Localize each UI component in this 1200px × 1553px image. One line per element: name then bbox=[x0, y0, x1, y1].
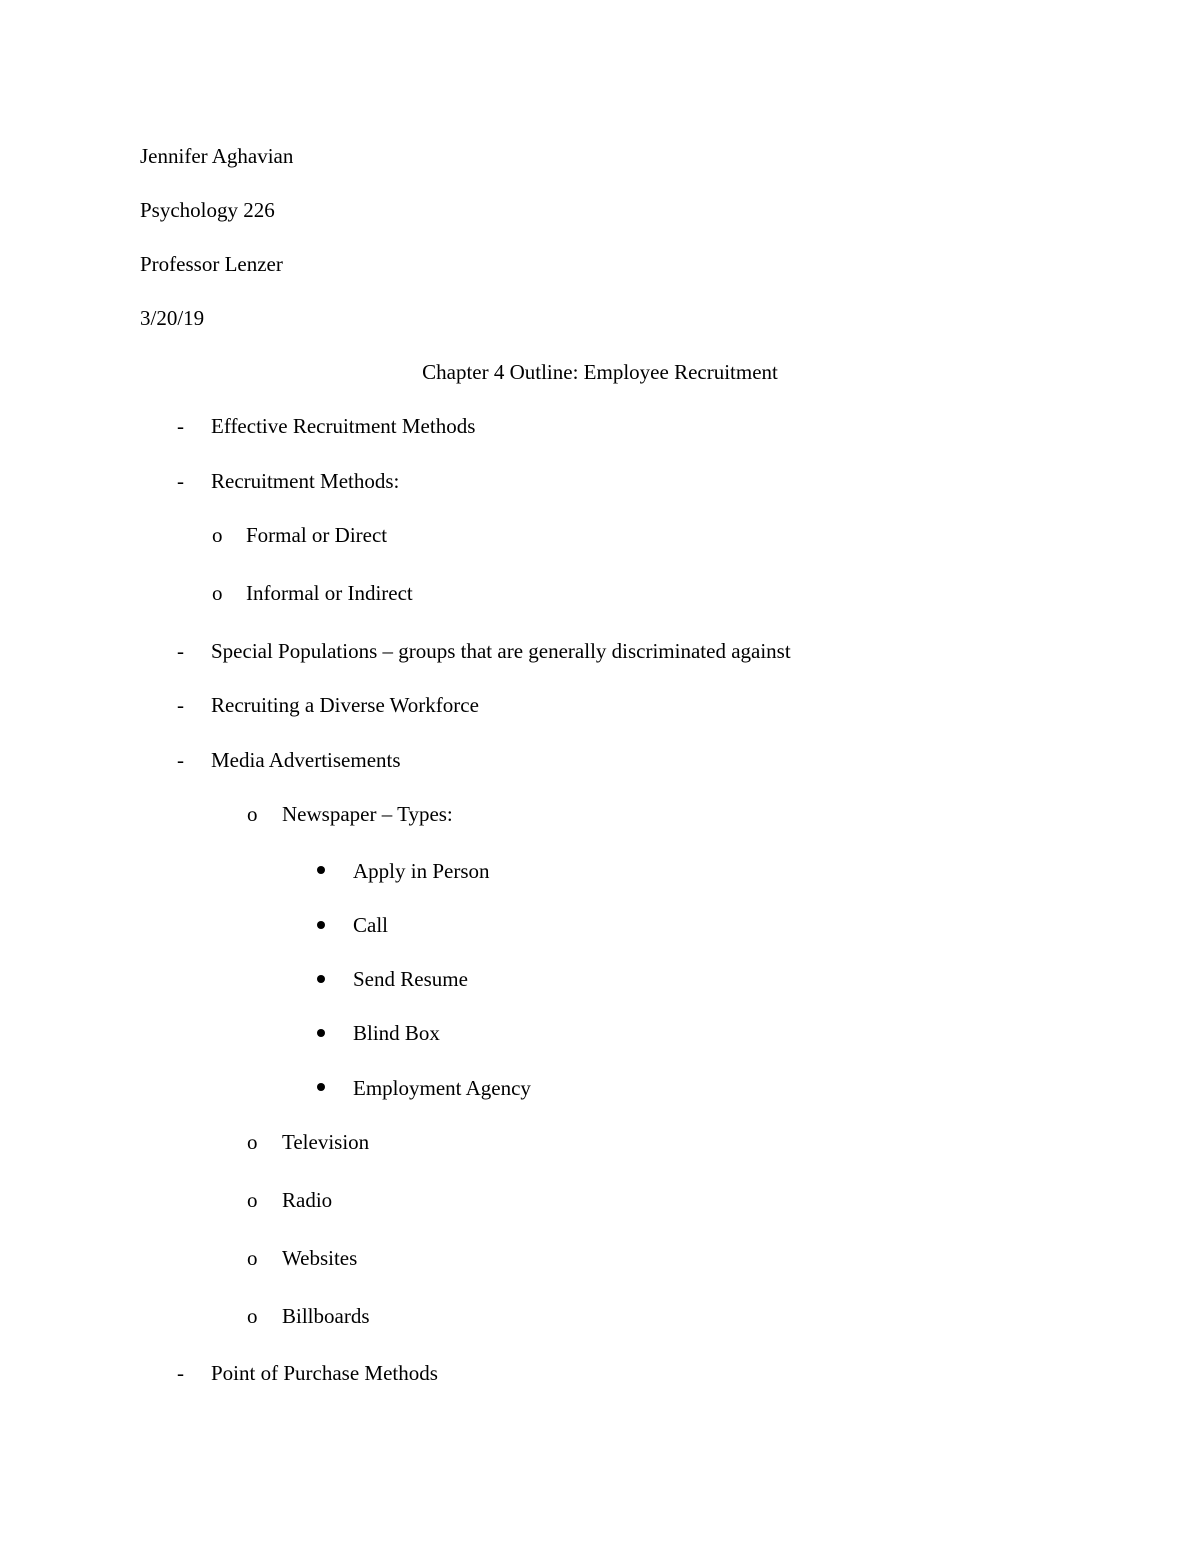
outline-subitem: Television bbox=[282, 1130, 370, 1154]
outline-subsubitem: Employment Agency bbox=[353, 1076, 531, 1100]
outline-subitem: Websites bbox=[282, 1246, 358, 1270]
outline-item: Point of Purchase Methods bbox=[211, 1361, 438, 1385]
circle-bullet: o bbox=[247, 802, 258, 826]
document-date: 3/20/19 bbox=[140, 306, 205, 330]
circle-bullet: o bbox=[247, 1130, 258, 1154]
professor-name: Professor Lenzer bbox=[140, 252, 283, 276]
circle-bullet: o bbox=[247, 1246, 258, 1270]
outline-subitem: Radio bbox=[282, 1188, 333, 1212]
outline-subsubitem: Send Resume bbox=[353, 967, 468, 991]
outline-item: Recruiting a Diverse Workforce bbox=[211, 693, 479, 717]
circle-bullet: o bbox=[247, 1304, 258, 1328]
outline-subitem: Informal or Indirect bbox=[246, 581, 413, 605]
circle-bullet: o bbox=[212, 581, 223, 605]
outline-item: Recruitment Methods: bbox=[211, 469, 400, 493]
bullet-dot-icon bbox=[317, 1083, 325, 1091]
outline-subsubitem: Apply in Person bbox=[353, 859, 490, 883]
bullet-dot-icon bbox=[317, 1029, 325, 1037]
outline-subitem: Newspaper – Types: bbox=[282, 802, 453, 826]
outline-subitem: Formal or Direct bbox=[246, 523, 388, 547]
outline-item: Effective Recruitment Methods bbox=[211, 414, 476, 438]
circle-bullet: o bbox=[247, 1188, 258, 1212]
outline-subitem: Billboards bbox=[282, 1304, 370, 1328]
course-name: Psychology 226 bbox=[140, 198, 275, 222]
outline-subsubitem: Call bbox=[353, 913, 388, 937]
dash-bullet: - bbox=[177, 1361, 184, 1385]
bullet-dot-icon bbox=[317, 975, 325, 983]
circle-bullet: o bbox=[212, 523, 223, 547]
outline-item: Special Populations – groups that are generally discriminated against bbox=[211, 639, 791, 663]
author-name: Jennifer Aghavian bbox=[140, 144, 294, 168]
bullet-dot-icon bbox=[317, 921, 325, 929]
dash-bullet: - bbox=[177, 748, 184, 772]
dash-bullet: - bbox=[177, 693, 184, 717]
dash-bullet: - bbox=[177, 414, 184, 438]
outline-item: Media Advertisements bbox=[211, 748, 401, 772]
bullet-dot-icon bbox=[317, 866, 325, 874]
outline-subsubitem: Blind Box bbox=[353, 1021, 440, 1045]
dash-bullet: - bbox=[177, 469, 184, 493]
document-title: Chapter 4 Outline: Employee Recruitment bbox=[422, 360, 778, 384]
dash-bullet: - bbox=[177, 639, 184, 663]
